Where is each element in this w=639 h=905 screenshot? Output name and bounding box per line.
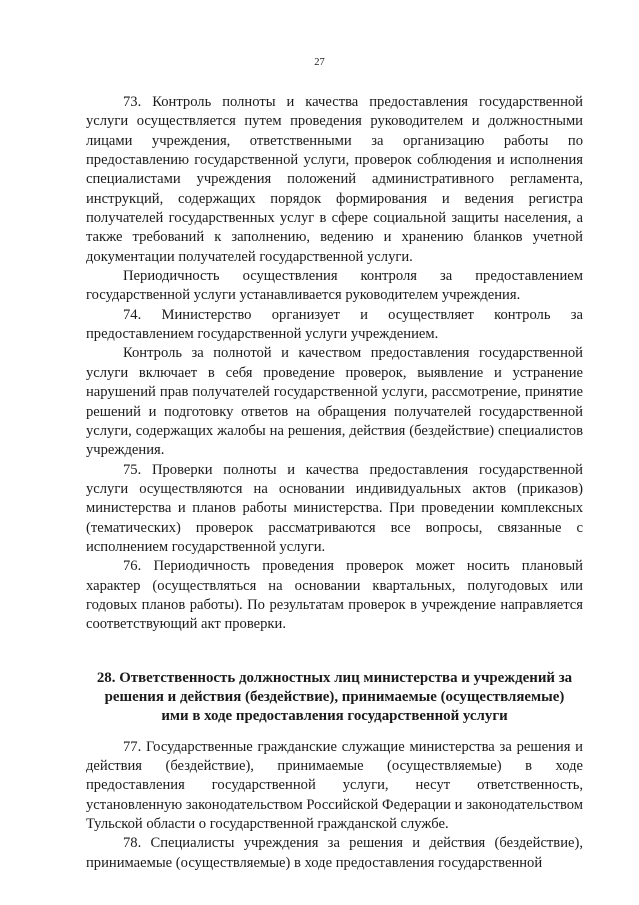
section-heading-line: решения и действия (бездействие), принимаемые (осуществляемые) — [104, 688, 565, 705]
section-heading-line: ими в ходе предоставления государственной услуги — [161, 707, 508, 724]
paragraph-78: 78. Специалисты учреждения за решения и действия (бездействие), принимаемые (осуществляемые) в ходе предоставления государственной — [86, 835, 583, 871]
document-body — [86, 93, 583, 873]
paragraph-76: 76. Периодичность проведения проверок может носить плановый характер (осуществляться на основании квартальных, полугодовых или годовых планов работы). По результатам проверок в учреждение направляется соответствующий акт проверки. — [86, 558, 583, 633]
paragraph-75: 75. Проверки полноты и качества предоставления государственной услуги осуществляются на основании индивидуальных актов (приказов) министерства и планов работы министерства. При проведении комплексных (тематических) проверок рассматриваются все вопросы, связанные с исполнением государственной услуги. — [86, 461, 583, 555]
section-heading-28 — [86, 669, 583, 726]
section-heading-line: 28. Ответственность должностных лиц министерства и учреждений за — [96, 669, 573, 686]
page-number: 27 — [314, 57, 325, 68]
paragraph-77: 77. Государственные гражданские служащие министерства за решения и действия (бездействие), принимаемые (осуществляемые) в ходе предоставления государственной услуги, несут ответственность, установленную законодательством Российской Федерации и законодательством Тульской области о государственной гражданской службе. — [86, 738, 583, 832]
paragraph-74-control: Контроль за полнотой и качеством предоставления государственной услуги включает в себя проведение проверок, выявление и устранение нарушений прав получателей государственной услуги, рассмотрение, принятие решений и подготовку ответов на обращения получателей государственной услуги, содержащих жалобы на решения, действия (бездействие) специалистов учреждения. — [86, 345, 583, 459]
paragraph-74: 74. Министерство организует и осуществляет контроль за предоставлением государственной услуги учреждением. — [86, 306, 583, 343]
paragraph-73: 73. Контроль полноты и качества предоставления государственной услуги осуществляется путем проведения руководителем и должностными лицами учреждения, ответственными за организацию работы по предоставлению государственной услуги, проверок соблюдения и исполнения специалистами учреждения положений административного регламента, инструкций, содержащих порядок формирования и ведения регистра получателей государственных услуг в сфере социальной защиты населения, а также требований к заполнению, ведению и хранению бланков учетной документации получателей государственной услуги. — [86, 94, 583, 265]
paragraph-73-periodicity: Периодичность осуществления контроля за предоставлением государственной услуги устанавливается руководителем учреждения. — [86, 268, 583, 304]
